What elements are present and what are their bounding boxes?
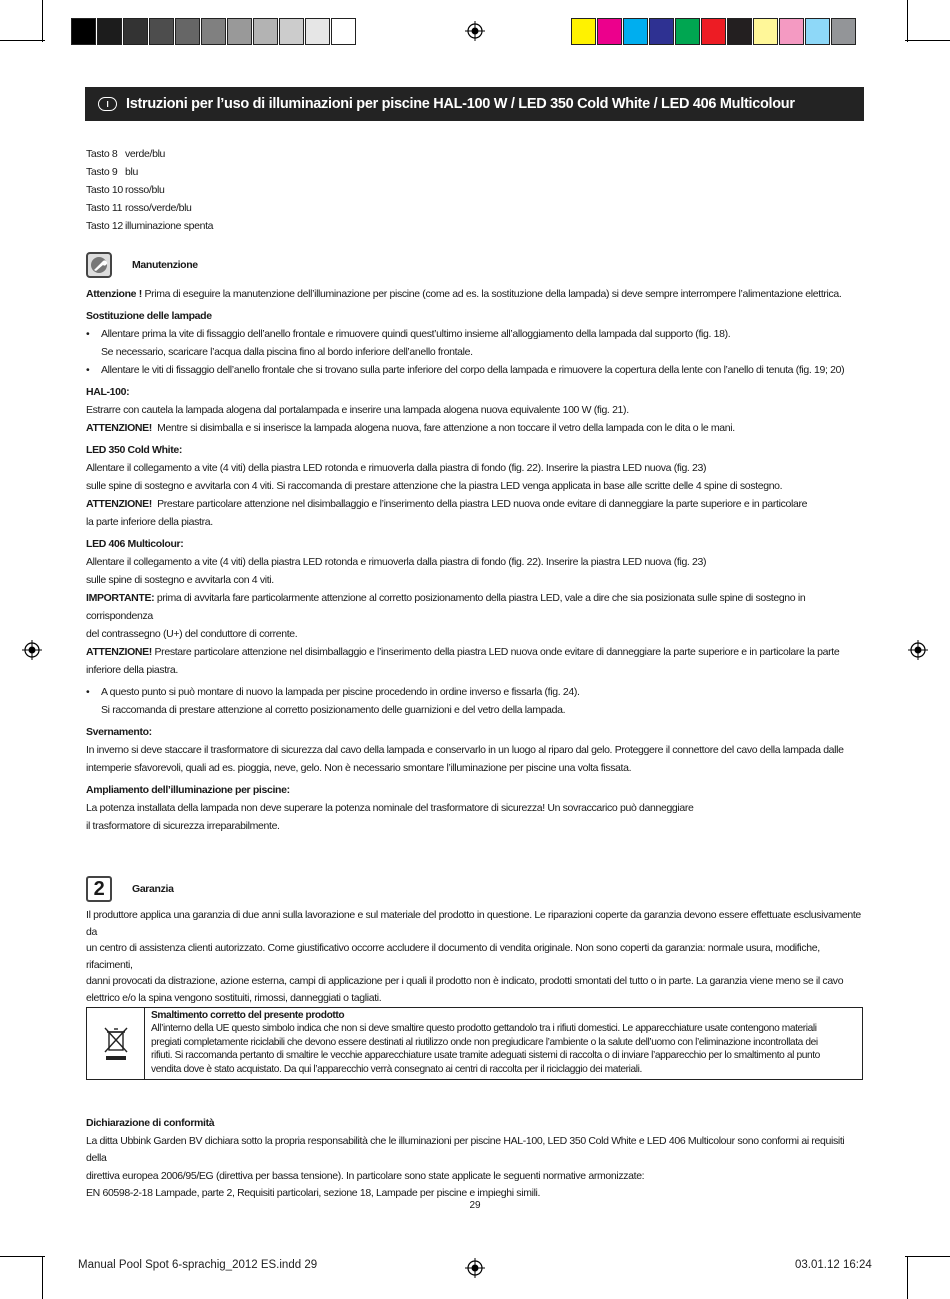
list-text: Allentare prima la vite di fissaggio dell’anello frontale e rimuovere quindi quest’ultimo insieme all’alloggiamento della lampada dal supporto (fig. 18). <box>101 328 731 340</box>
crossed-bin-icon <box>87 1008 145 1079</box>
color-swatch <box>279 18 304 45</box>
warning-text: Prestare particolare attenzione nel disimballaggio e l’inserimento della piastra LED nuova onde evitare di danneggiare la parte superiore e in particolare la parte <box>154 646 840 658</box>
crop-mark <box>905 40 950 41</box>
color-swatch <box>675 18 700 45</box>
button-row <box>86 145 866 163</box>
paragraph-line: Allentare il collegamento a vite (4 viti) della piastra LED rotonda e rimuoverla dalla piastra di fondo (fig. 22). Inserire la piastra LED nuova (fig. 23) <box>86 556 707 568</box>
color-swatch <box>227 18 252 45</box>
button-key: Tasto 12 <box>86 220 123 232</box>
crop-mark <box>42 1256 43 1299</box>
button-key: Tasto 8 <box>86 148 118 160</box>
button-key: Tasto 10 <box>86 184 123 196</box>
registration-mark-icon <box>908 640 928 660</box>
paragraph-line: inferiore della piastra. <box>86 664 178 676</box>
main-content <box>86 145 866 1006</box>
warning-text: Mentre si disimballa e si inserisce la lampada alogena nuova, fare attenzione a non toccare il vetro della lampada con le dita o le mani. <box>157 422 735 434</box>
subsection-title: Sostituzione delle lampade <box>86 310 212 322</box>
subsection-title: LED 406 Multicolour: <box>86 538 184 550</box>
paragraph-line: danni provocati da distrazione, azione esterna, campi di applicazione per i quali il prodotto non è indicato, prodotti smontati del tutto o in parte. La garanzia viene meno se il cavo <box>86 975 844 987</box>
paragraph-line: vendita dove è stato acquistato. Da qui l’apparecchio verrà consegnato ai centri di raccolta per il riciclaggio dei materiali. <box>151 1063 642 1075</box>
paragraph-line: La potenza installata della lampada non deve superare la potenza nominale del trasformatore di sicurezza! Un sovraccarico può danneggiare <box>86 802 694 814</box>
button-row <box>86 217 866 235</box>
button-list <box>86 145 866 235</box>
registration-mark-icon <box>22 640 42 660</box>
important-text: prima di avvitarla fare particolarmente attenzione al corretto posizionamento della piastra LED, vale a dire che sia posizionata sulle spine di sostegno in corrispondenza <box>86 592 806 622</box>
crop-mark <box>42 0 43 42</box>
subsection-title: Dichiarazione di conformità <box>86 1117 215 1129</box>
color-swatch <box>97 18 122 45</box>
list-text: A questo punto si può montare di nuovo la lampada per piscine procedendo in ordine inverso e fissarla (fig. 24). <box>101 686 580 698</box>
color-swatch <box>253 18 278 45</box>
button-value: verde/blu <box>125 148 166 160</box>
paragraph-line: intemperie sfavorevoli, quali ad es. pioggia, neve, gelo. Non è necessario smontare l’illuminazione per piscine una volta fissata. <box>86 762 632 774</box>
crop-mark <box>905 1256 950 1257</box>
subsection-title: Svernamento: <box>86 726 152 738</box>
warranty-number-icon: 2 <box>86 876 112 902</box>
paragraph-line: Il produttore applica una garanzia di due anni sulla lavorazione e sul materiale del prodotto in questione. Le riparazioni coperte da garanzia devono essere effettuate esclusivamente da <box>86 909 861 938</box>
color-swatch <box>805 18 830 45</box>
paragraph-line: il trasformatore di sicurezza irreparabilmente. <box>86 820 280 832</box>
registration-mark-icon <box>465 21 485 41</box>
warning-text: Prestare particolare attenzione nel disimballaggio e l’inserimento della piastra LED nuova onde evitare di danneggiare la parte superiore e in particolare <box>157 498 808 510</box>
color-swatch <box>305 18 330 45</box>
button-key: Tasto 9 <box>86 166 118 178</box>
warning-text: Prima di eseguire la manutenzione dell’illuminazione per piscine (come ad es. la sostituzione della lampada) si deve sempre interrompere l’alimentazione elettrica. <box>144 288 842 300</box>
subsection-title: Ampliamento dell’illuminazione per piscine: <box>86 784 290 796</box>
gray-color-bar <box>71 18 357 45</box>
color-swatch <box>571 18 596 45</box>
paragraph-line: Allentare il collegamento a vite (4 viti) della piastra LED rotonda e rimuoverla dalla piastra di fondo (fig. 22). Inserire la piastra LED nuova (fig. 23) <box>86 462 707 474</box>
button-value: rosso/blu <box>125 184 165 196</box>
color-swatch <box>71 18 96 45</box>
warning-label: ATTENZIONE! <box>86 498 152 510</box>
paragraph-line: la parte inferiore della piastra. <box>86 516 213 528</box>
maintenance-heading <box>86 247 866 283</box>
footer-filename: Manual Pool Spot 6-sprachig_2012 ES.indd 29 <box>78 1259 318 1271</box>
crop-mark <box>907 0 908 42</box>
registration-mark-icon <box>465 1258 485 1278</box>
paragraph-line: pregiati completamente riciclabili che devono essere destinati al riutilizzo onde non pregiudicare l’ambiente o la salute dell’uomo con l’eliminazione incontrollata dei <box>151 1036 818 1048</box>
subsection-title: LED 350 Cold White: <box>86 444 183 456</box>
paragraph-line: sulle spine di sostegno e avvitarla con 4 viti. Si raccomanda di prestare attenzione che la piastra LED venga applicata in base alle scritte delle 4 spine di sostegno. <box>86 480 783 492</box>
button-row <box>86 181 866 199</box>
color-swatch <box>727 18 752 45</box>
paragraph-line: EN 60598-2-18 Lampade, parte 2, Requisiti particolari, sezione 18, Lampade per piscine e impieghi simili. <box>86 1187 541 1199</box>
button-key: Tasto 11 <box>86 202 123 214</box>
list-text: Se necessario, scaricare l’acqua dalla piscina fino al bordo inferiore dell’anello frontale. <box>101 346 473 358</box>
paragraph-line: un centro di assistenza clienti autorizzato. Come giustificativo occorre accludere il documento di vendita originale. Non sono coperti da garanzia: normale usura, modifiche, rifacimenti, <box>86 942 820 971</box>
paragraph-line: elettrico e/o la spina vengono sostituiti, rimossi, danneggiati o tagliati. <box>86 991 382 1004</box>
warning-label: ATTENZIONE! <box>86 646 152 658</box>
list-item: • A questo punto si può montare di nuovo la lampada per piscine procedendo in ordine inverso e fissarla (fig. 24). Si raccomanda di prestare attenzione al corretto posizionamento delle guarnizioni e del vetro della lampada. <box>86 683 866 719</box>
warning-paragraph <box>86 285 866 303</box>
paragraph-line: In inverno si deve staccare il trasformatore di sicurezza dal cavo della lampada e conservarlo in un luogo al riparo dal gelo. Proteggere il connettore del cavo della lampada dalle <box>86 744 844 756</box>
disposal-title: Smaltimento corretto del presente prodotto <box>151 1010 345 1021</box>
important-label: IMPORTANTE: <box>86 592 155 604</box>
warning-label: ATTENZIONE! <box>86 422 152 434</box>
color-swatch <box>831 18 856 45</box>
crop-mark <box>907 1256 908 1299</box>
color-swatch <box>623 18 648 45</box>
paragraph-line: sulle spine di sostegno e avvitarla con 4 viti. <box>86 574 274 586</box>
paragraph-line: Estrarre con cautela la lampada alogena dal portalampada e inserire una lampada alogena nuova equivalente 100 W (fig. 21). <box>86 404 629 416</box>
color-swatch <box>597 18 622 45</box>
color-swatch <box>331 18 356 45</box>
color-swatch <box>175 18 200 45</box>
crop-mark <box>0 1256 45 1257</box>
conformity-section <box>86 1115 866 1203</box>
list-text: Si raccomanda di prestare attenzione al corretto posizionamento delle guarnizioni e del vetro della lampada. <box>101 704 566 716</box>
disposal-box <box>86 1007 863 1080</box>
color-swatch <box>649 18 674 45</box>
paragraph-line: All’interno della UE questo simbolo indica che non si deve smaltire questo prodotto gettandolo tra i rifiuti domestici. Le apparecchiature usate contengono materiali <box>151 1023 817 1035</box>
color-swatch <box>201 18 226 45</box>
section-title: Garanzia <box>132 883 174 895</box>
language-badge: I <box>98 97 117 111</box>
button-value: illuminazione spenta <box>125 220 214 232</box>
button-row <box>86 199 866 217</box>
color-swatch <box>149 18 174 45</box>
color-swatch <box>753 18 778 45</box>
list-item: • Allentare prima la vite di fissaggio dell’anello frontale e rimuovere quindi quest’ultimo insieme all’alloggiamento della lampada dal supporto (fig. 18). Se necessario, scaricare l’acqua dalla piscina fino al bordo inferiore dell’anello frontale. <box>86 325 866 361</box>
crop-mark <box>0 40 45 41</box>
process-color-bar <box>571 18 857 45</box>
list-item: • Allentare le viti di fissaggio dell’anello frontale che si trovano sulla parte inferiore del corpo della lampada e rimuovere la copertura della lente con l’anello di tenuta (fig. 19; 20) <box>86 361 866 379</box>
button-value: blu <box>125 166 138 178</box>
footer-date: 03.01.12 16:24 <box>795 1259 872 1271</box>
color-swatch <box>123 18 148 45</box>
wrench-icon <box>86 252 112 278</box>
warning-label: Attenzione ! <box>86 288 142 300</box>
button-row <box>86 163 866 181</box>
button-value: rosso/verde/blu <box>125 202 192 214</box>
paragraph-line: rifiuti. Si raccomanda pertanto di smaltire le vecchie apparecchiature usate tramite adeguati sistemi di raccolta o di inviare l’apparecchio per lo smaltimento al punto <box>151 1050 820 1062</box>
paragraph-line: La ditta Ubbink Garden BV dichiara sotto la propria responsabilità che le illuminazioni per piscine HAL-100, LED 350 Cold White e LED 406 Multicolour sono conformi ai requisiti della <box>86 1134 845 1164</box>
paragraph-line: del contrassegno (U+) del conduttore di corrente. <box>86 628 298 640</box>
list-text: Allentare le viti di fissaggio dell’anello frontale che si trovano sulla parte inferiore del corpo della lampada e rimuovere la copertura della lente con l’anello di tenuta (fig. 19; 20) <box>101 364 845 376</box>
section-title: Manutenzione <box>132 259 198 271</box>
color-swatch <box>701 18 726 45</box>
page-number: 29 <box>469 1200 481 1211</box>
paragraph-line: direttiva europea 2006/95/EG (direttiva per bassa tensione). In particolare sono state applicate le seguenti normative armonizzate: <box>86 1169 645 1182</box>
page-header <box>85 87 864 121</box>
warranty-heading <box>86 871 866 907</box>
page-title: Istruzioni per l’uso di illuminazioni per piscine HAL-100 W / LED 350 Cold White / LED 406 Multicolour <box>126 96 795 112</box>
color-swatch <box>779 18 804 45</box>
subsection-title: HAL-100: <box>86 386 130 398</box>
